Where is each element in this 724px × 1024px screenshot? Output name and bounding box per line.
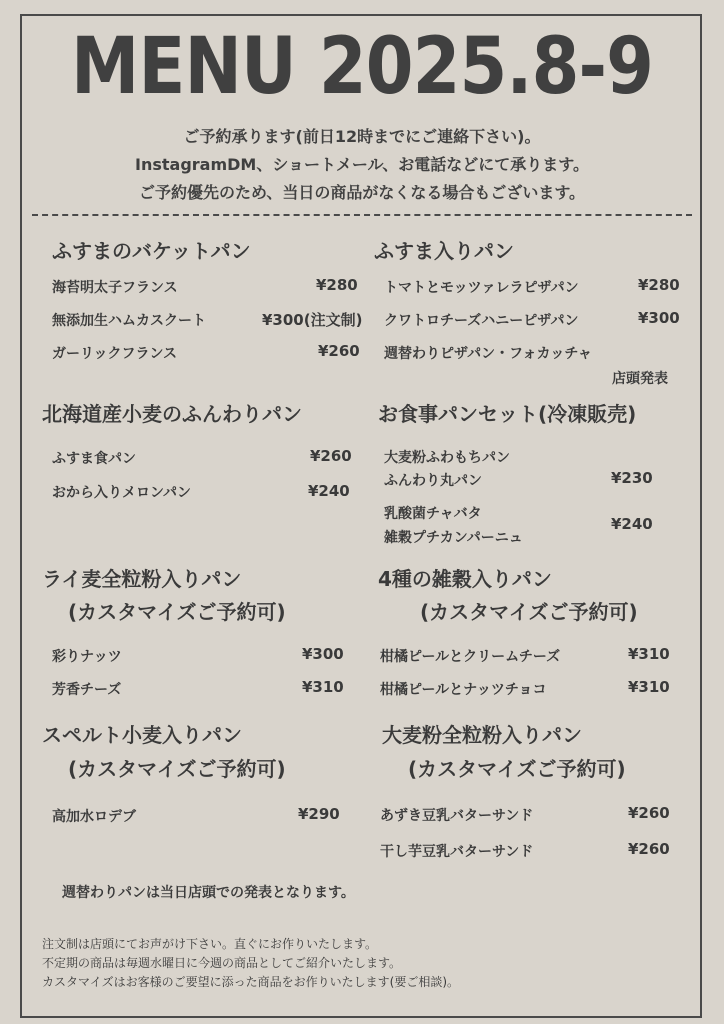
menu-item-name: 芳香チーズ: [52, 682, 122, 698]
menu-item-name: 週替わりピザパン・フォカッチャ: [384, 346, 592, 362]
menu-item-name: ふんわり丸パン: [384, 473, 482, 489]
menu-item-price: ¥260: [318, 342, 360, 360]
menu-item-price: ¥260: [628, 840, 670, 858]
menu-item-name: トマトとモッツァレラピザパン: [384, 280, 579, 296]
menu-item-name: おから入りメロンパン: [52, 485, 192, 501]
menu-item-price: ¥310: [302, 678, 344, 696]
menu-item-price: ¥240: [611, 515, 653, 533]
menu-item-price: ¥230: [611, 469, 653, 487]
menu-item-name: ふすま食パン: [52, 451, 136, 467]
menu-title: MENU 2025.8-9: [71, 22, 653, 112]
menu-item-price: ¥280: [316, 276, 358, 294]
menu-item-name: 大麦粉ふわもちパン: [384, 450, 510, 466]
menu-item-price: ¥280: [638, 276, 680, 294]
footnote-line-1: 注文制は店頭にてお声がけ下さい。直ぐにお作りいたします。: [42, 937, 378, 951]
menu-item-name: 柑橘ピールとナッツチョコ: [380, 682, 547, 698]
section-heading-fusuma: ふすま入りパン: [374, 239, 514, 263]
section-heading-grain: 4種の雑穀入りパン: [378, 567, 552, 591]
menu-item-name: 無添加生ハムカスクート: [52, 313, 206, 329]
menu-item-price: ¥300: [302, 645, 344, 663]
section-subheading-grain: (カスタマイズご予約可): [420, 600, 638, 624]
section-subheading-barley: (カスタマイズご予約可): [408, 757, 626, 781]
menu-item-price: ¥260: [628, 804, 670, 822]
section-heading-barley: 大麦粉全粒粉入りパン: [382, 723, 582, 747]
menu-item-name: クワトロチーズハニーピザパン: [384, 313, 579, 329]
menu-item-name: あずき豆乳バターサンド: [380, 808, 534, 824]
section-heading-meal-set: お食事パンセット(冷凍販売): [378, 402, 637, 426]
section-heading-rye: ライ麦全粒粉入りパン: [42, 567, 242, 591]
menu-item-price: ¥240: [308, 482, 350, 500]
menu-item-price: ¥310: [628, 645, 670, 663]
intro-line-2: InstagramDM、ショートメール、お電話などにて承ります。: [135, 155, 589, 174]
menu-item-price: ¥300: [638, 309, 680, 327]
menu-item-name: 乳酸菌チャバタ: [384, 506, 482, 522]
menu-item-name: 彩りナッツ: [52, 649, 122, 665]
section-heading-hokkaido: 北海道産小麦のふんわりパン: [42, 402, 302, 426]
section-heading-spelt: スペルト小麦入りパン: [42, 723, 242, 747]
section-subheading-rye: (カスタマイズご予約可): [68, 600, 286, 624]
menu-item-price: ¥300(注文制): [262, 311, 363, 329]
intro-line-1: ご予約承ります(前日12時までにご連絡下さい)。: [183, 127, 541, 146]
menu-item-name: 高加水ロデブ: [52, 809, 136, 825]
dashed-divider: [32, 214, 692, 216]
menu-item-name: ガーリックフランス: [52, 346, 178, 362]
menu-item-name: 海苔明太子フランス: [52, 280, 178, 296]
intro-line-3: ご予約優先のため、当日の商品がなくなる場合もございます。: [138, 183, 586, 202]
menu-item-price: ¥260: [310, 447, 352, 465]
section-heading-baguette: ふすまのバケットパン: [52, 239, 251, 263]
weekly-bread-note: 週替わりパンは当日店頭での発表となります。: [62, 885, 355, 901]
footnote-line-2: 不定期の商品は毎週水曜日に今週の商品としてご紹介いたします。: [42, 956, 402, 970]
menu-item-name: 雑穀プチカンパーニュ: [384, 530, 523, 546]
menu-item-name: 柑橘ピールとクリームチーズ: [380, 649, 561, 665]
section-subheading-spelt: (カスタマイズご予約可): [68, 757, 286, 781]
footnote-line-3: カスタマイズはお客様のご要望に添った商品をお作りいたします(要ご相談)。: [42, 975, 460, 989]
menu-item-name: 干し芋豆乳バターサンド: [380, 844, 534, 860]
menu-item-price: ¥290: [298, 805, 340, 823]
menu-item-price: ¥310: [628, 678, 670, 696]
menu-item-price: 店頭発表: [612, 371, 668, 387]
